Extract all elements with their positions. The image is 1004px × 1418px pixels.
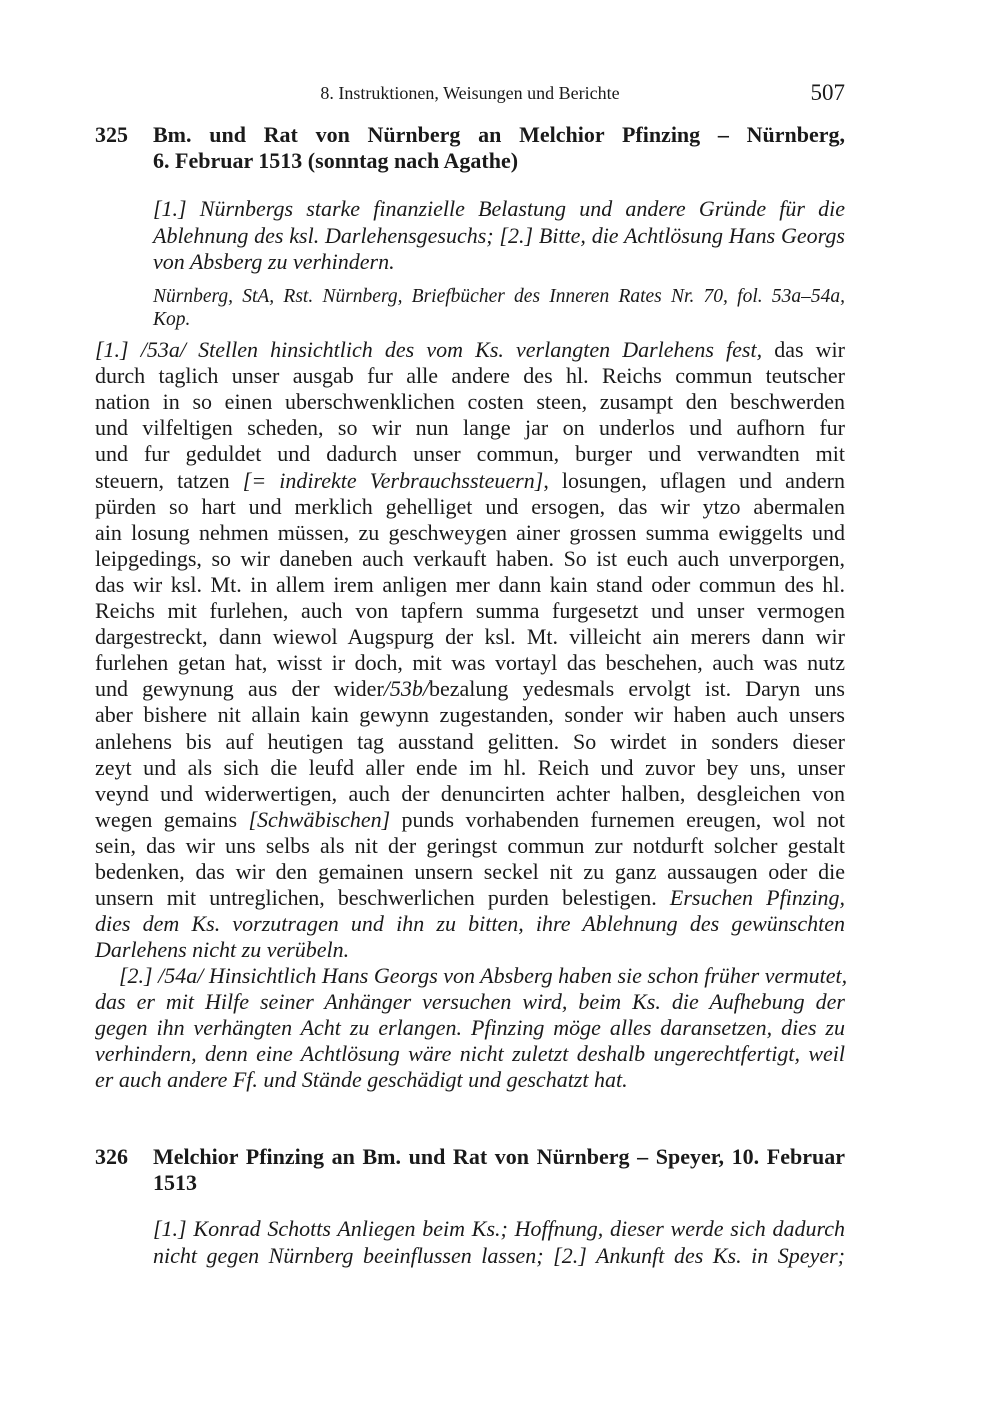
text-line: [95, 363, 845, 389]
italic-text: er auch andere Ff. und Stände geschädigt und geschatzt hat.: [95, 1067, 628, 1093]
text-span: aber bishere nit allain kain gewynn zugestanden, sonder wir haben auch unsers: [95, 702, 845, 728]
text-line: [95, 624, 845, 650]
text-span: pürden so hart und merklich gehelliget und ersogen, das wir ytzo abermalen: [95, 493, 845, 519]
page-number: 507: [810, 80, 845, 105]
text-line: [153, 307, 845, 333]
text-line: [95, 389, 845, 415]
text-line: [95, 702, 845, 728]
text-line: [95, 441, 845, 467]
text-line: [153, 1243, 845, 1269]
text-line: [95, 729, 845, 755]
text-line: [95, 781, 845, 807]
italic-text: [1.] /53a/ Stellen hinsichtlich des vom Ks. verlangten Darlehens fest,: [95, 337, 763, 362]
text-line: [95, 1015, 845, 1041]
text-line: [95, 520, 845, 546]
text-line: [95, 546, 845, 572]
text-line: [95, 468, 845, 494]
text-line: [95, 1041, 845, 1067]
text-span: wegen gemains: [95, 806, 249, 832]
italic-text: [Schwäbischen]: [248, 806, 391, 832]
italic-text: [2.] /54a/ Hinsichtlich Hans Georgs von Absberg haben sie schon früher vermutet,: [119, 963, 848, 988]
text-line: [153, 223, 845, 249]
text-span: punds vorhabenden furnemen ereugen, wol not: [390, 806, 845, 832]
running-head-title: 8. Instruktionen, Weisungen und Berichte: [320, 83, 620, 103]
text-span: zeyt und als sich die leufd aller ende im hl. Reich und zuvor bey uns, unser: [95, 754, 845, 780]
text-span: veynd und widerwertigen, auch der denuncirten achter halben, desgleichen von: [95, 780, 845, 806]
text-line: [95, 598, 845, 624]
text-line: [95, 650, 845, 676]
running-head: [95, 80, 845, 106]
text-span: durch taglich unser ausgab fur alle andere des hl. Reichs commun teutscher: [95, 363, 845, 389]
italic-text: von Absberg zu verhindern.: [153, 249, 395, 274]
text-line: [95, 676, 845, 702]
text-span: 6. Februar 1513 (sonntag nach Agathe): [153, 148, 519, 173]
italic-text: gegen ihn verhängten Acht zu erlangen. Pfinzing möge alles daransetzen, dies zu: [95, 1015, 845, 1041]
text-line: [95, 337, 845, 363]
italic-text: verhindern, denn eine Achtlösung wäre nicht zuletzt deshalb ungerechtfertigt, weil: [95, 1041, 845, 1067]
text-line: [153, 122, 845, 148]
italic-text: nicht gegen Nürnberg beeinflussen lassen; [2.] Ankunft des Ks. in Speyer;: [153, 1242, 845, 1268]
document-number: 326: [95, 1144, 128, 1169]
text-span: das wir ksl. Mt. in allem irem anligen mer dann kain stand oder commun des hl.: [95, 571, 845, 597]
text-span: unsern mit untreglichen, beschwerlichen purden belestigen.: [95, 885, 670, 911]
text-line: [95, 572, 845, 598]
text-span: und vilfeltigen scheden, so wir nun lange jar on underlos und aufhorn fur: [95, 415, 845, 441]
text-span: 1513: [153, 1170, 197, 1195]
italic-text: Nürnberg, StA, Rst. Nürnberg, Briefbücher des Inneren Rates Nr. 70, fol. 53a–54a,: [153, 286, 845, 307]
text-line: [119, 963, 848, 989]
italic-text: das er mit Hilfe seiner Anhänger versuchen wird, beim Ks. die Aufhebung der: [95, 989, 845, 1015]
text-span: steuern, tatzen: [95, 467, 243, 493]
italic-text: Darlehens nicht zu verübeln.: [95, 937, 350, 963]
text-span: und fur geduldet und dadurch unser commun, burger und verwandten mit: [95, 441, 845, 467]
text-line: [153, 148, 845, 174]
italic-text: Kop.: [153, 309, 191, 330]
italic-text: /53b/: [383, 676, 430, 702]
text-span: dargestreckt, dann wiewol Augspurg der ksl. Mt. villeicht ain merers dann wir: [95, 624, 845, 650]
text-span: furlehen getan hat, wisst ir doch, mit was vortayl das beschehen, auch was nutz: [95, 650, 845, 676]
document-number: 325: [95, 122, 128, 147]
text-line: [95, 911, 845, 937]
text-span: Reichs mit furlehen, auch von tapfern summa furgesetzt und unser vermogen: [95, 598, 845, 623]
text-span: das wir: [762, 337, 845, 362]
text-line: [95, 833, 845, 859]
text-line: [95, 494, 845, 520]
text-line: [95, 859, 845, 885]
text-line: [95, 415, 845, 441]
text-line: [95, 937, 845, 963]
text-span: Bm. und Rat von Nürnberg an Melchior Pfinzing – Nürnberg,: [153, 122, 845, 147]
italic-text: Ersuchen Pfinzing,: [669, 885, 845, 911]
text-line: [95, 1067, 845, 1093]
text-span: anlehens bis auf heutigen tag ausstand gelitten. So wirdet in sonders dieser: [95, 728, 845, 754]
text-span: ain losung nehmen müssen, zu geschweygen ainer grossen summa ewiggelts und: [95, 519, 845, 545]
text-span: Melchior Pfinzing an Bm. und Rat von Nürnberg – Speyer, 10. Februar: [153, 1144, 845, 1169]
text-span: , losungen, uflagen und andern: [543, 467, 845, 493]
text-span: und gewynung aus der wider: [95, 676, 384, 702]
italic-text: [1.] Konrad Schotts Anliegen beim Ks.; Hoffnung, dieser werde sich dadurch: [153, 1216, 845, 1241]
text-line: [95, 755, 845, 781]
text-span: bedenken, das wir den gemainen unsern seckel nit zu ganz aussaugen oder die: [95, 859, 845, 884]
text-line: [153, 196, 845, 222]
text-line: [153, 1216, 845, 1242]
text-line: [95, 807, 845, 833]
text-span: bezalung yedesmals ervolgt ist. Daryn uns: [429, 676, 845, 702]
text-span: sein, das wir uns selbs als nit der geringst commun zur notdurft solcher gestalt: [95, 832, 845, 858]
text-span: leipgedings, so wir daneben auch verkauft haben. So ist euch auch unverporgen,: [95, 545, 845, 571]
italic-text: dies dem Ks. vorzutragen und ihn zu bitten, ihre Ablehnung des gewünschten: [95, 911, 845, 937]
italic-text: [1.] Nürnbergs starke finanzielle Belastung und andere Gründe für die: [153, 196, 845, 221]
text-line: [95, 989, 845, 1015]
text-line: [153, 1170, 845, 1196]
italic-text: Ablehnung des ksl. Darlehensgesuchs; [2.] Bitte, die Achtlösung Hans Georgs: [153, 222, 845, 248]
text-line: [153, 1144, 845, 1170]
italic-text: [= indirekte Verbrauchssteuern]: [242, 467, 544, 493]
text-line: [95, 885, 845, 911]
text-line: [153, 249, 845, 275]
text-span: nation in so einen uberschwenklichen costen steen, zusampt den beschwerden: [95, 389, 845, 415]
